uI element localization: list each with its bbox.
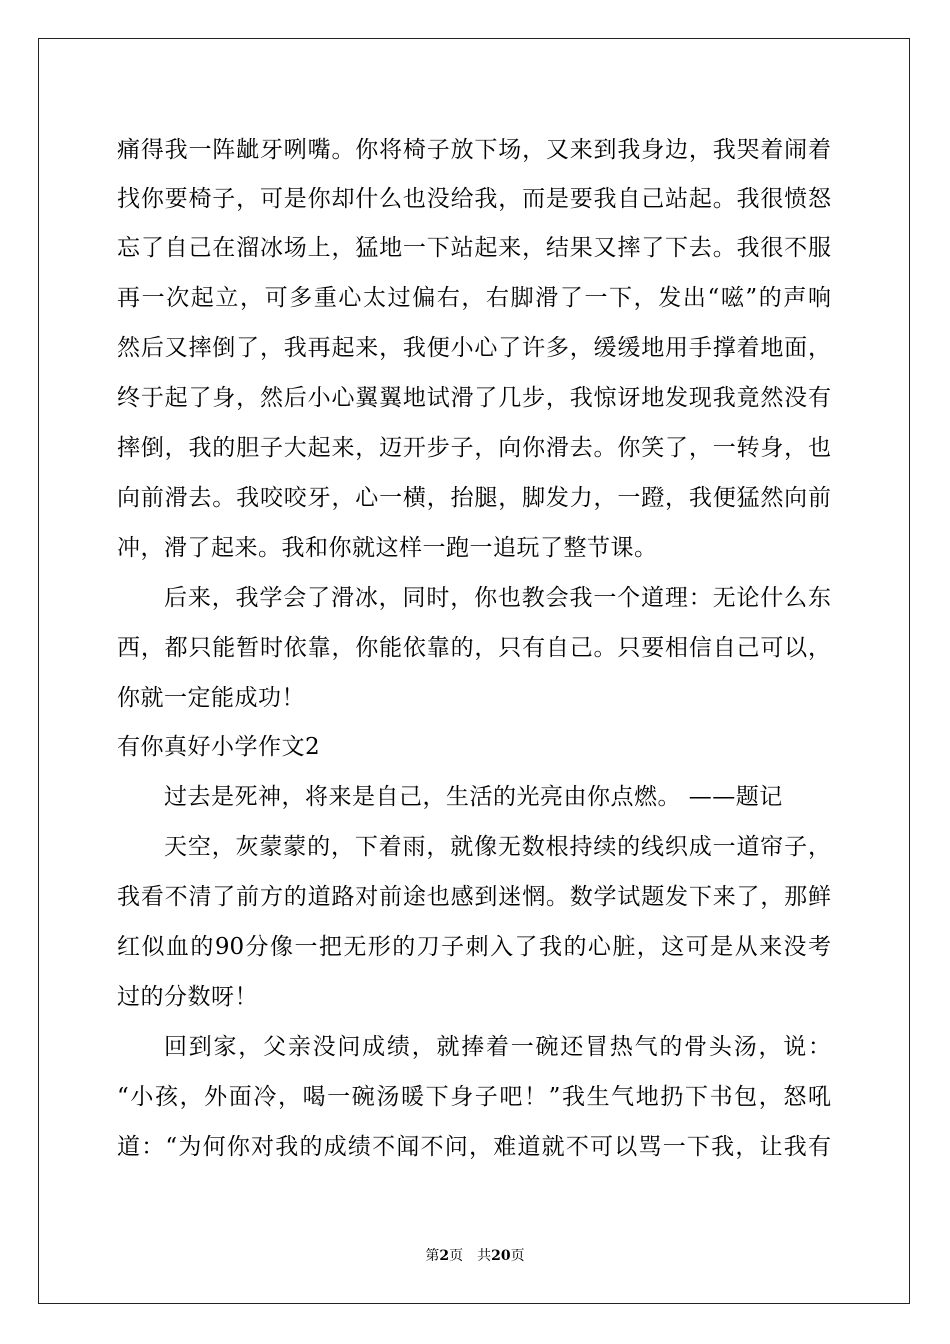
body-line: 天空，灰蒙蒙的，下着雨，就像无数根持续的线织成一道帘子， (164, 834, 831, 860)
body-line: 我看不清了前方的道路对前途也感到迷惘。数学试题发下来了，那鲜 (117, 884, 831, 910)
footer-suffix: 页 (510, 1248, 525, 1264)
body-line: 痛得我一阵龇牙咧嘴。你将椅子放下场，又来到我身边，我哭着闹着 (117, 137, 831, 163)
body-line: 你就一定能成功！ (117, 685, 305, 711)
section-heading: 有你真好小学作文2 (117, 734, 321, 760)
body-line: 找你要椅子，可是你却什么也没给我，而是要我自己站起。我很愤怒 (117, 186, 831, 212)
body-line: 过的分数呀！ (117, 984, 258, 1010)
body-line: 再一次起立，可多重心太过偏右，右脚滑了一下，发出“嗞”的声响 (117, 285, 831, 311)
body-line: 摔倒，我的胆子大起来，迈开步子，向你滑去。你笑了，一转身，也 (117, 435, 831, 461)
body-line: 后来，我学会了滑冰，同时，你也教会我一个道理：无论什么东 (164, 585, 831, 611)
current-page-number: 2 (439, 1248, 450, 1264)
footer-middle: 页 共 (449, 1248, 492, 1264)
epigraph: 过去是死神，将来是自己，生活的光亮由你点燃。 ——题记 (164, 784, 783, 810)
body-line: 西，都只能暂时依靠，你能依靠的，只有自己。只要相信自己可以， (117, 635, 831, 661)
body-line: 向前滑去。我咬咬牙，心一横，抬腿，脚发力，一蹬，我便猛然向前 (117, 485, 831, 511)
footer-prefix: 第 (425, 1248, 440, 1264)
body-line: 红似血的90分像一把无形的刀子刺入了我的心脏，这可是从来没考 (117, 934, 831, 960)
body-line: 回到家，父亲没问成绩，就捧着一碗还冒热气的骨头汤，说： (164, 1034, 831, 1060)
total-page-number: 20 (491, 1248, 511, 1264)
body-line: 然后又摔倒了，我再起来，我便小心了许多，缓缓地用手撑着地面， (117, 335, 831, 361)
body-line: 忘了自己在溜冰场上，猛地一下站起来，结果又摔了下去。我很不服 (117, 235, 831, 261)
body-line: 冲，滑了起来。我和你就这样一跑一追玩了整节课。 (117, 535, 658, 561)
page-number-footer (0, 1245, 950, 1265)
body-line: “小孩，外面冷，喝一碗汤暖下身子吧！”我生气地扔下书包，怒吼 (117, 1084, 831, 1110)
body-line: 道：“为何你对我的成绩不闻不问，难道就不可以骂一下我，让我有 (117, 1134, 831, 1160)
body-line: 终于起了身，然后小心翼翼地试滑了几步，我惊讶地发现我竟然没有 (117, 385, 831, 411)
